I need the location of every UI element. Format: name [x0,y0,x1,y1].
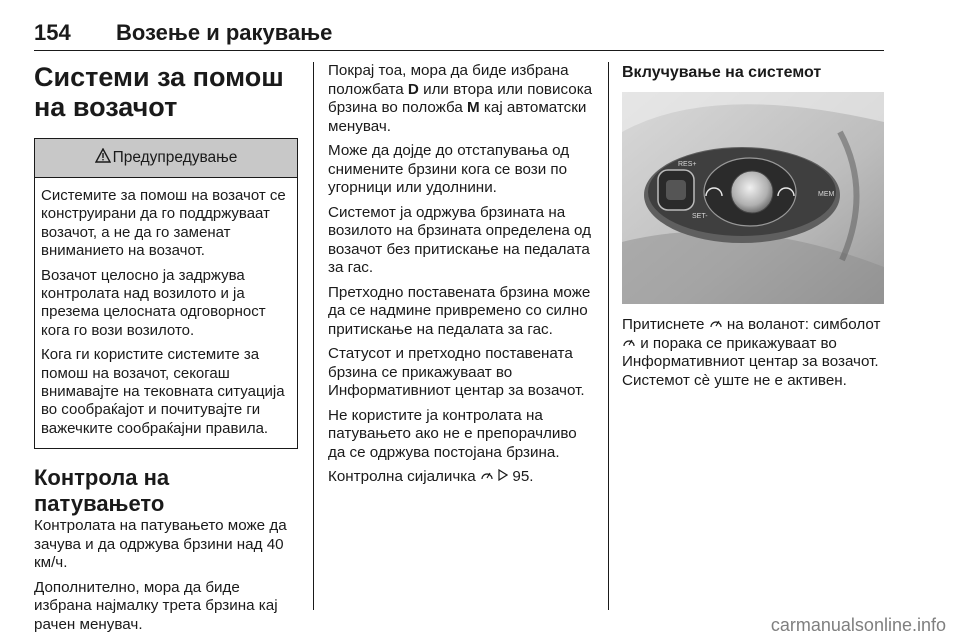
body-paragraph: Статусот и претходно поставената брзина се прикажуваат во Информативниот центар за возачот. [328,345,585,399]
body-paragraph: Контролна сијаличка 95. [328,468,534,485]
page-number: 154 [34,20,71,45]
watermark: carmanualsonline.info [770,615,946,635]
warning-paragraph: Системите за помош на возачот се конструирани да го поддржуваат возачот, а не да го заменат вниманието на возачот. [41,187,286,260]
steering-wheel-controls-photo [622,92,884,304]
cruise-control-icon [480,468,494,487]
res-label: RES+ [678,161,697,168]
column-left [34,62,300,640]
mem-label: MEM [818,191,835,198]
set-label: SET- [692,213,708,220]
page-header [34,18,884,51]
column-right [622,62,884,396]
column-divider [313,62,314,610]
warning-triangle-icon [95,148,111,168]
body-paragraph: Може да дојде до отстапувања од снимените брзини кога се вози по угорници или удолнини. [328,142,570,196]
warning-paragraph: Возачот целосно ја задржува контролата над возилото и ја презема целосната одговорност кога го вози возилото. [41,266,266,339]
chapter-title: Возење и ракување [116,20,333,45]
body-paragraph: Претходно поставената брзина може да се надмине привремено со силно притискање на педалата за гас. [328,283,591,338]
body-paragraph: Покрај тоа, мора да биде избрана положбата D или втора или повисока брзина во положба M кај автоматски менувач. [328,62,593,135]
warning-box [34,138,298,449]
cruise-control-section [34,465,300,634]
body-paragraph: Контролата на патувањето може да зачува и да одржува брзини над 40 км/ч. [34,517,287,572]
warning-header [35,139,297,178]
section-title-activation: Вклучување на системот [622,64,822,81]
body-paragraph: Не користите ја контролата на патувањето ако не е препорачливо да се одржува постојана брзина. [328,406,577,461]
warning-title: Предупредување [112,149,238,166]
body-paragraph: Притиснете на воланот: симболот и порака се прикажуваат во Информативниот центар за возачот. Системот сè уште не е активен. [622,316,881,389]
cruise-control-icon [622,335,636,354]
column-divider [608,62,609,610]
warning-body [35,178,297,448]
cruise-control-icon [709,316,723,335]
section-title-driver-assistance: Системи за помош на возачот [34,62,284,122]
warning-paragraph: Кога ги користите системите за помош на возачот, секогаш внимавајте на тековната ситуација во сообраќајот и почитувајте ги важечките сообраќајни правила. [41,346,285,437]
gear-position-m: M [467,99,480,116]
column-middle [328,62,596,493]
body-paragraph: Дополнително, мора да биде избрана најмалку трета брзина кај рачен менувач. [34,578,278,633]
body-paragraph: Системот ја одржува брзината на возилото на брзината определена од возачот без притискање на педалата за гас. [328,203,592,276]
gear-position-d: D [407,80,419,98]
section-title-cruise-control: Контрола на патувањето [34,465,170,517]
page-reference-icon [498,468,508,487]
